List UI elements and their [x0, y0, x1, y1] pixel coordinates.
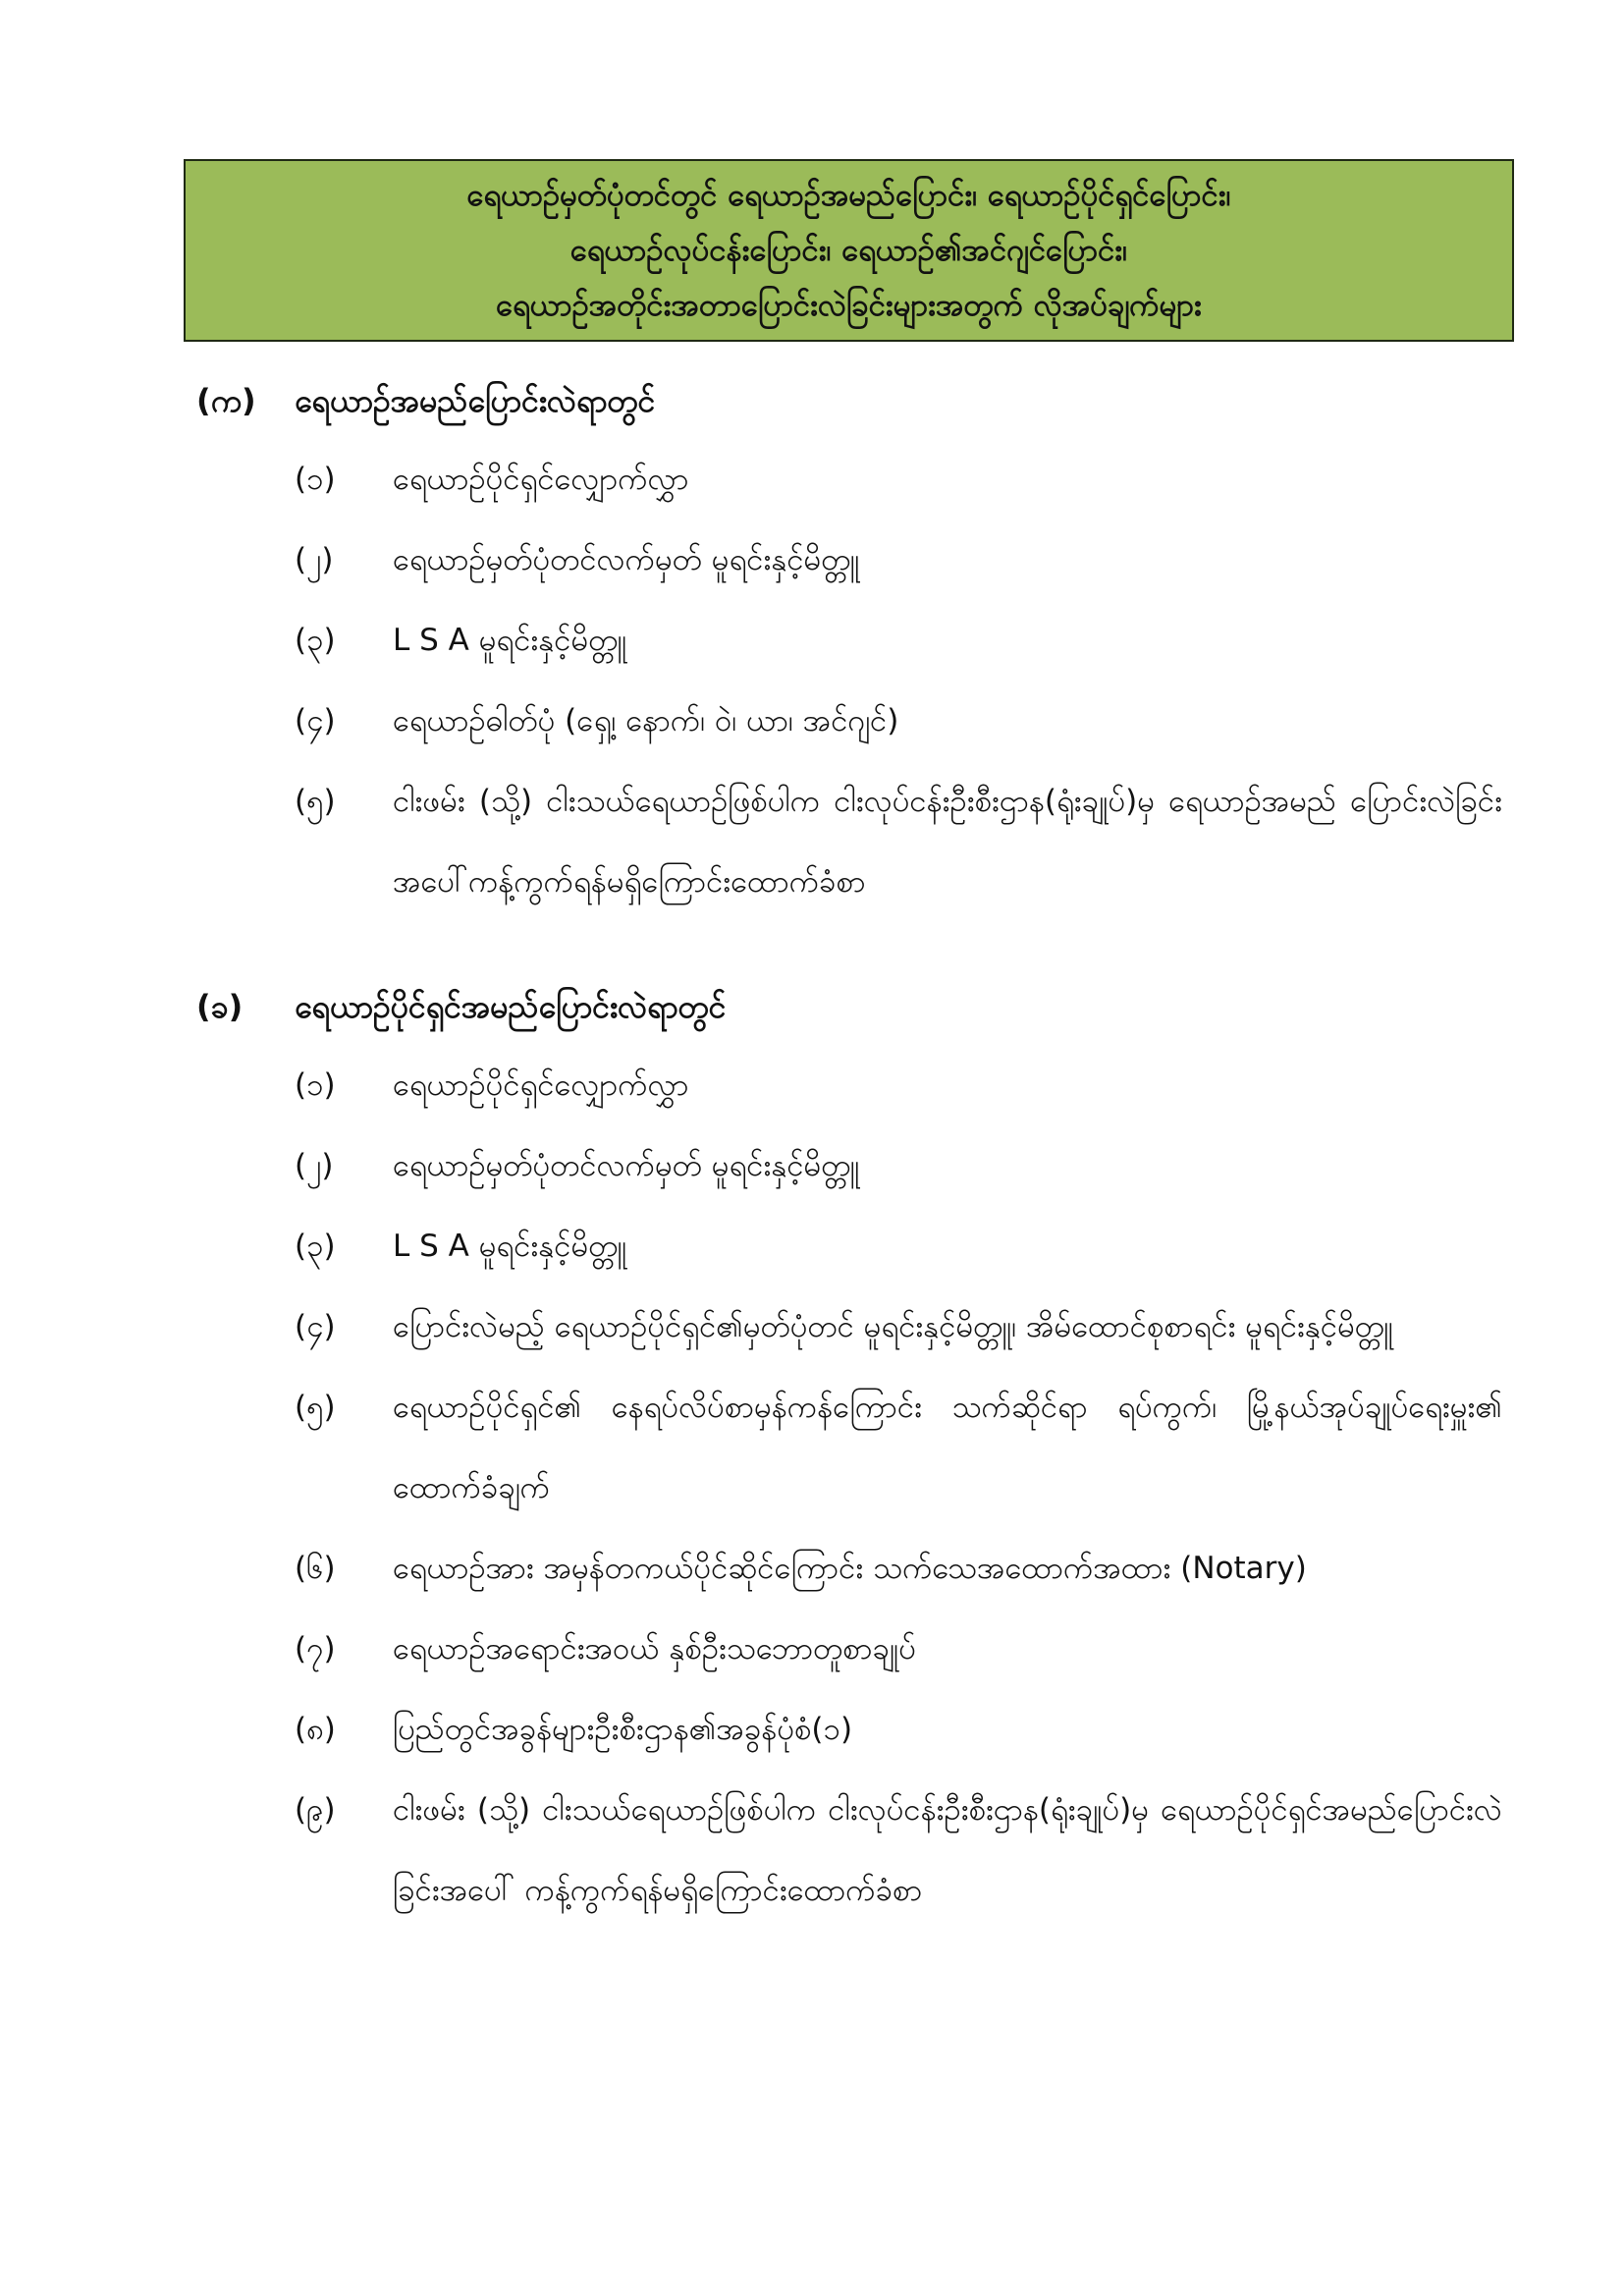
section-marker: (က) [196, 382, 256, 419]
section-title: ရေယာဉ်အမည်ပြောင်းလဲရာတွင် [295, 382, 656, 419]
section-title: ရေယာဉ်ပိုင်ရှင်အမည်ပြောင်းလဲရာတွင် [295, 988, 727, 1025]
document-title-box [184, 159, 1514, 342]
list-item [196, 1206, 1502, 1286]
item-text: L S A မူရင်းနှင့်မိတ္တူ [393, 623, 627, 658]
list-item [196, 1286, 1502, 1367]
section-heading [196, 376, 1502, 425]
list-item [196, 1367, 1502, 1528]
item-text: ရေယာဉ်အရောင်းအဝယ် နှစ်ဦးသဘောတူစာချုပ် [393, 1631, 916, 1667]
item-number: (၅) [295, 784, 336, 819]
item-number: (၄) [295, 703, 336, 738]
item-number: (၅) [295, 1390, 336, 1425]
item-text: ပြောင်းလဲမည့် ရေယာဉ်ပိုင်ရှင်၏မှတ်ပုံတင် မူရင်းနှင့်မိတ္တူ၊ အိမ်ထောင်စုစာရင်း မူရင်းနှင့်မိတ္တူ [393, 1309, 1393, 1344]
item-number: (၇) [295, 1631, 336, 1667]
item-text: ရေယာဉ်ဓါတ်ပုံ (ရှေ့၊ နောက်၊ ဝဲ၊ ယာ၊ အင်ဂျင်) [393, 703, 899, 738]
item-text: ရေယာဉ်အား အမှန်တကယ်ပိုင်ဆိုင်ကြောင်း သက်သေအထောက်အထား (Notary) [393, 1551, 1307, 1586]
list-item [196, 1609, 1502, 1689]
title-line-2: ရေယာဉ်လုပ်ငန်းပြောင်း၊ ရေယာဉ်၏အင်ဂျင်ပြောင်း၊ [569, 233, 1128, 268]
list-item [196, 439, 1502, 519]
item-number: (၂) [295, 542, 334, 577]
item-text: ရေယာဉ်ပိုင်ရှင်လျှောက်လွှာ [393, 1067, 689, 1103]
list-item [196, 600, 1502, 681]
item-text: ရေယာဉ်မှတ်ပုံတင်လက်မှတ် မူရင်းနှင့်မိတ္တူ [393, 1148, 860, 1183]
title-line-3: ရေယာဉ်အတိုင်းအတာပြောင်းလဲခြင်းများအတွက် လိုအပ်ချက်များ [496, 288, 1202, 323]
section-ka [196, 376, 1502, 922]
item-number: (၈) [295, 1712, 336, 1747]
list-item [196, 1689, 1502, 1770]
title-line-1: ရေယာဉ်မှတ်ပုံတင်တွင် ရေယာဉ်အမည်ပြောင်း၊ ရေယာဉ်ပိုင်ရှင်ပြောင်း၊ [466, 178, 1231, 213]
item-number: (၁) [295, 462, 336, 497]
item-number: (၂) [295, 1148, 334, 1183]
item-text: ငါးဖမ်း (သို့) ငါးသယ်ရေယာဉ်ဖြစ်ပါက ငါးလုပ်ငန်းဦးစီးဌာန(ရုံးချုပ်)မှ ရေယာဉ်ပိုင်ရှင်အမည်ပြောင်းလဲခြင်းအပေါ် ကန့်ကွက်ရန်မရှိကြောင်းထောက်ခံစာ [393, 1792, 1502, 1908]
item-text: ရေယာဉ်မှတ်ပုံတင်လက်မှတ် မူရင်းနှင့်မိတ္တူ [393, 542, 860, 577]
item-number: (၃) [295, 623, 336, 658]
list-item [196, 761, 1502, 922]
list-item [196, 1045, 1502, 1125]
list-item [196, 1770, 1502, 1931]
section-heading [196, 982, 1502, 1031]
list-item [196, 681, 1502, 761]
item-text: L S A မူရင်းနှင့်မိတ္တူ [393, 1229, 627, 1264]
section-marker: (ခ) [196, 988, 244, 1025]
item-number: (၉) [295, 1792, 336, 1828]
list-item [196, 1125, 1502, 1206]
item-text: ပြည်တွင်အခွန်များဦးစီးဌာန၏အခွန်ပုံစံ(၁) [393, 1712, 853, 1747]
item-text: ရေယာဉ်ပိုင်ရှင်လျှောက်လွှာ [393, 462, 689, 497]
item-number: (၃) [295, 1229, 336, 1264]
item-text: ငါးဖမ်း (သို့) ငါးသယ်ရေယာဉ်ဖြစ်ပါက ငါးလုပ်ငန်းဦးစီးဌာန(ရုံးချုပ်)မှ ရေယာဉ်အမည် ပြောင်းလဲခြင်း အပေါ်ကန့်ကွက်ရန်မရှိကြောင်းထောက်ခံစာ [393, 784, 1502, 900]
item-number: (၁) [295, 1067, 336, 1103]
section-kha [196, 982, 1502, 1931]
list-item [196, 1528, 1502, 1609]
item-number: (၄) [295, 1309, 336, 1344]
item-text: ရေယာဉ်ပိုင်ရှင်၏ နေရပ်လိပ်စာမှန်ကန်ကြောင်း သက်ဆိုင်ရာ ရပ်ကွက်၊ မြို့နယ်အုပ်ချုပ်ရေးမှူး၏ ထောက်ခံချက် [393, 1390, 1502, 1505]
list-item [196, 519, 1502, 600]
item-number: (၆) [295, 1551, 336, 1586]
